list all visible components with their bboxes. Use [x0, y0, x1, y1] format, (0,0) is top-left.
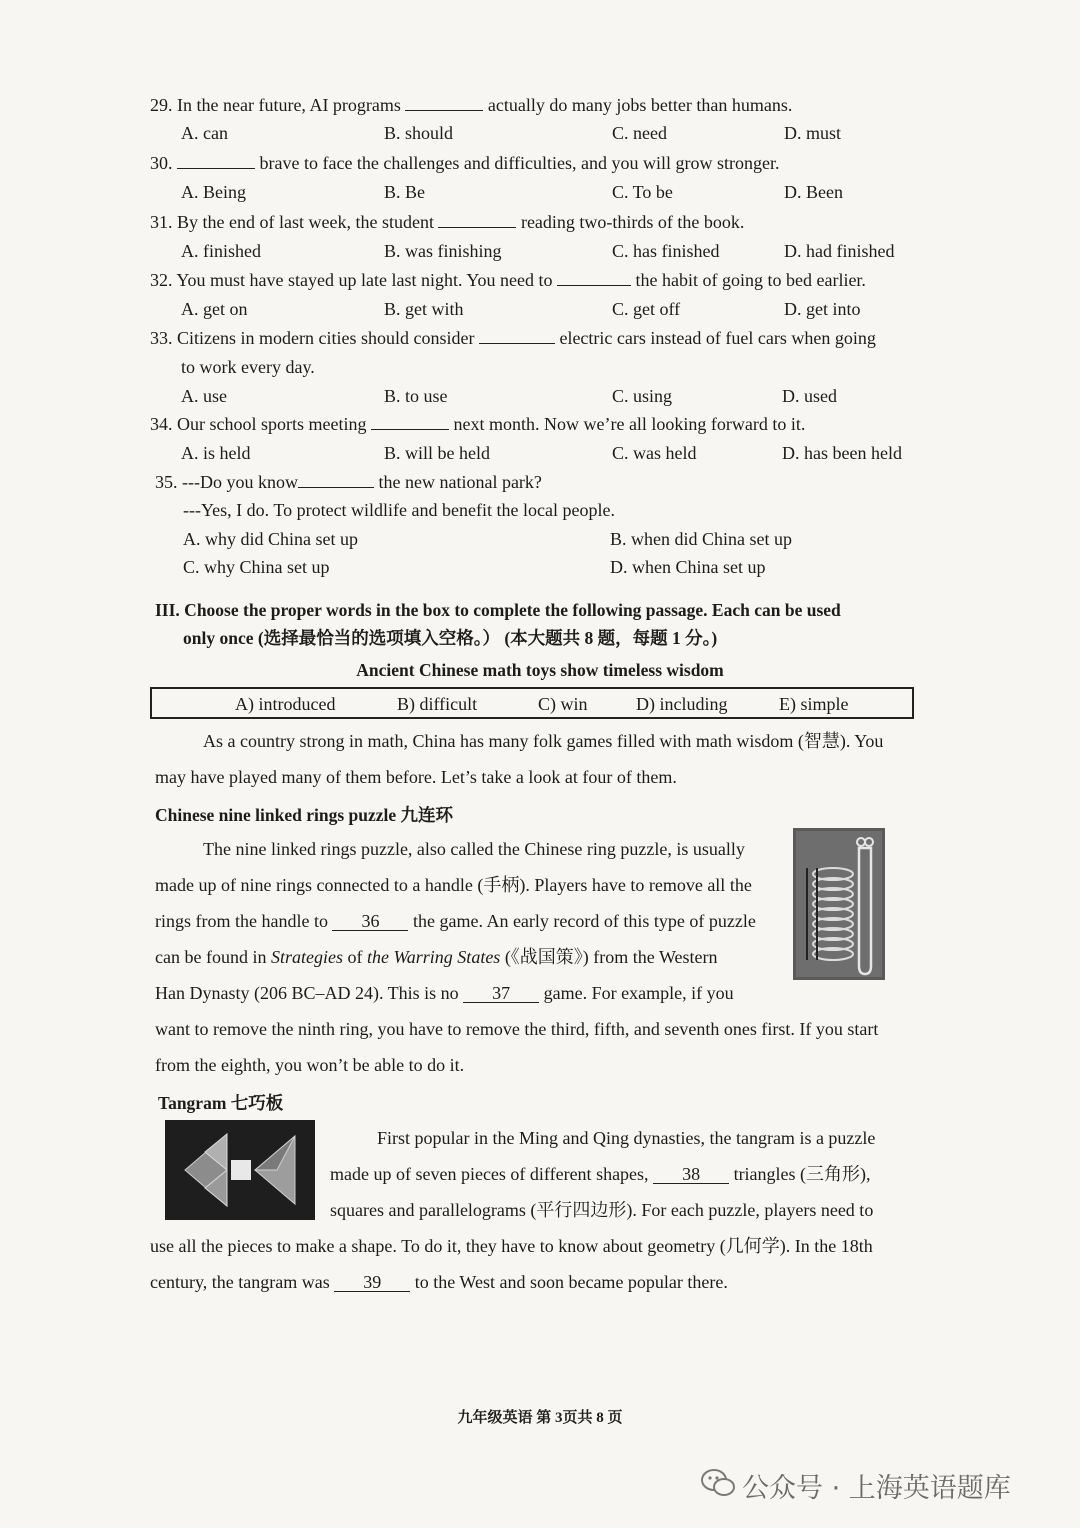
options-30 — [0, 181, 1080, 203]
question-text: electric cars instead of fuel cars when going — [554, 328, 876, 348]
option-c[interactable]: C. using — [612, 386, 673, 406]
option-b[interactable]: B. should — [384, 123, 454, 143]
option-c[interactable]: C. To be — [612, 182, 673, 202]
options-32 — [0, 298, 1080, 320]
answer-blank[interactable] — [557, 269, 631, 286]
options-29 — [0, 122, 1080, 144]
question-number: 31. — [150, 212, 173, 232]
options-31 — [0, 240, 1080, 262]
options-33 — [0, 385, 1080, 407]
option-d[interactable]: D. has been held — [782, 443, 902, 463]
tangram-image — [165, 1120, 315, 1220]
question-text: Our school sports meeting — [177, 414, 371, 434]
rings-line: can be found in Strategies of the Warring States (《战国策》) from the Western — [155, 947, 718, 967]
question-number: 35. — [155, 472, 178, 492]
nine-rings-puzzle-image — [793, 828, 885, 980]
tangram-line: century, the tangram was 39 to the West and soon became popular there. — [150, 1272, 728, 1292]
question-text: By the end of last week, the student — [177, 212, 439, 232]
option-b[interactable]: B. get with — [384, 299, 464, 319]
page-footer: 九年级英语 第 3页共 8 页 — [457, 1410, 623, 1426]
blank-37[interactable]: 37 — [463, 984, 539, 1003]
option-d[interactable]: D. Been — [784, 182, 843, 202]
question-text: next month. Now we’re all looking forward to it. — [448, 414, 806, 434]
option-b[interactable]: B. Be — [384, 182, 426, 202]
intro-line: As a country strong in math, China has many folk games filled with math wisdom (智慧). You — [203, 731, 884, 751]
answer-blank[interactable] — [298, 471, 374, 488]
option-a[interactable]: A. why did China set up — [183, 529, 358, 549]
question-text: brave to face the challenges and difficulties, and you will grow stronger. — [255, 153, 780, 173]
tangram-line: squares and parallelograms (平行四边形). For each puzzle, players need to — [330, 1200, 874, 1220]
question-35-reply: ---Yes, I do. To protect wildlife and benefit the local people. — [183, 500, 615, 520]
tangram-line: made up of seven pieces of different shapes, 38 triangles (三角形), — [330, 1164, 871, 1184]
option-d[interactable]: D. when China set up — [610, 557, 766, 577]
question-text: the new national park? — [373, 472, 542, 492]
option-a[interactable]: A. use — [181, 386, 227, 406]
passage-title: Ancient Chinese math toys show timeless wisdom — [356, 660, 724, 680]
rings-line: from the eighth, you won’t be able to do it. — [155, 1055, 465, 1075]
option-c[interactable]: C. was held — [612, 443, 697, 463]
rings-line: rings from the handle to 36 the game. An early record of this type of puzzle — [155, 911, 756, 931]
rings-line: want to remove the ninth ring, you have to remove the third, fifth, and seventh ones first. If you start — [155, 1019, 879, 1039]
word-option-c[interactable]: C) win — [538, 694, 588, 714]
option-a[interactable]: A. finished — [181, 241, 261, 261]
question-32 — [150, 269, 866, 291]
option-b[interactable]: B. was finishing — [384, 241, 502, 261]
question-text: the habit of going to bed earlier. — [631, 270, 866, 290]
option-a[interactable]: A. get on — [181, 299, 248, 319]
question-number: 30. — [150, 153, 173, 173]
wechat-icon — [700, 1468, 736, 1498]
section-heading-line2: only once (选择最恰当的选项填入空格。） (本大题共 8 题，每题 1 分。) — [183, 628, 718, 648]
option-b[interactable]: B. when did China set up — [610, 529, 792, 549]
blank-38[interactable]: 38 — [653, 1165, 729, 1184]
question-text: You must have stayed up late last night. You need to — [176, 270, 557, 290]
question-number: 32. — [150, 270, 173, 290]
question-text: In the near future, AI programs — [177, 95, 406, 115]
options-34 — [0, 442, 1080, 464]
watermark-text: 公众号 · 上海英语题库 — [742, 1473, 1011, 1504]
question-text: reading two-thirds of the book. — [516, 212, 745, 232]
tangram-line: use all the pieces to make a shape. To do it, they have to know about geometry (几何学). In the 18th — [150, 1236, 873, 1256]
answer-blank[interactable] — [438, 211, 516, 228]
question-29 — [150, 94, 792, 116]
word-box — [150, 687, 914, 719]
rings-line: Han Dynasty (206 BC–AD 24). This is no 37 game. For example, if you — [155, 983, 734, 1003]
question-text: actually do many jobs better than humans. — [483, 95, 793, 115]
word-option-b[interactable]: B) difficult — [397, 694, 478, 714]
option-b[interactable]: B. to use — [384, 386, 448, 406]
question-35 — [155, 471, 542, 493]
option-d[interactable]: D. used — [782, 386, 837, 406]
option-c[interactable]: C. get off — [612, 299, 681, 319]
word-option-e[interactable]: E) simple — [779, 694, 849, 714]
option-a[interactable]: A. is held — [181, 443, 251, 463]
intro-line: may have played many of them before. Let’s take a look at four of them. — [155, 767, 677, 787]
option-b[interactable]: B. will be held — [384, 443, 490, 463]
answer-blank[interactable] — [405, 94, 483, 111]
option-a[interactable]: A. can — [181, 123, 228, 143]
question-text: Citizens in modern cities should consider — [177, 328, 479, 348]
answer-blank[interactable] — [371, 413, 449, 430]
answer-blank[interactable] — [177, 152, 255, 169]
rings-line: The nine linked rings puzzle, also called the Chinese ring puzzle, is usually — [203, 839, 745, 859]
answer-blank[interactable] — [479, 327, 555, 344]
option-d[interactable]: D. had finished — [784, 241, 895, 261]
question-33 — [150, 327, 876, 349]
question-33-continued: to work every day. — [181, 357, 315, 377]
question-number: 29. — [150, 95, 173, 115]
option-c[interactable]: C. why China set up — [183, 557, 330, 577]
option-c[interactable]: C. has finished — [612, 241, 720, 261]
question-number: 33. — [150, 328, 173, 348]
question-30 — [150, 152, 780, 174]
option-a[interactable]: A. Being — [181, 182, 246, 202]
rings-heading: Chinese nine linked rings puzzle 九连环 — [155, 805, 454, 825]
blank-39[interactable]: 39 — [334, 1273, 410, 1292]
word-option-d[interactable]: D) including — [636, 694, 728, 714]
question-number: 34. — [150, 414, 173, 434]
options-35-row2 — [0, 556, 1080, 578]
question-34 — [150, 413, 805, 435]
word-option-a[interactable]: A) introduced — [235, 694, 336, 714]
rings-line: made up of nine rings connected to a handle (手柄). Players have to remove all the — [155, 875, 752, 895]
option-c[interactable]: C. need — [612, 123, 667, 143]
tangram-line: First popular in the Ming and Qing dynasties, the tangram is a puzzle — [377, 1128, 876, 1148]
option-d[interactable]: D. get into — [784, 299, 861, 319]
tangram-heading: Tangram 七巧板 — [158, 1093, 284, 1113]
options-35-row1 — [0, 528, 1080, 550]
question-31 — [150, 211, 744, 233]
section-heading: III. Choose the proper words in the box to complete the following passage. Each can be used — [155, 600, 841, 620]
option-d[interactable]: D. must — [784, 123, 842, 143]
question-text: ---Do you know — [182, 472, 298, 492]
blank-36[interactable]: 36 — [332, 912, 408, 931]
